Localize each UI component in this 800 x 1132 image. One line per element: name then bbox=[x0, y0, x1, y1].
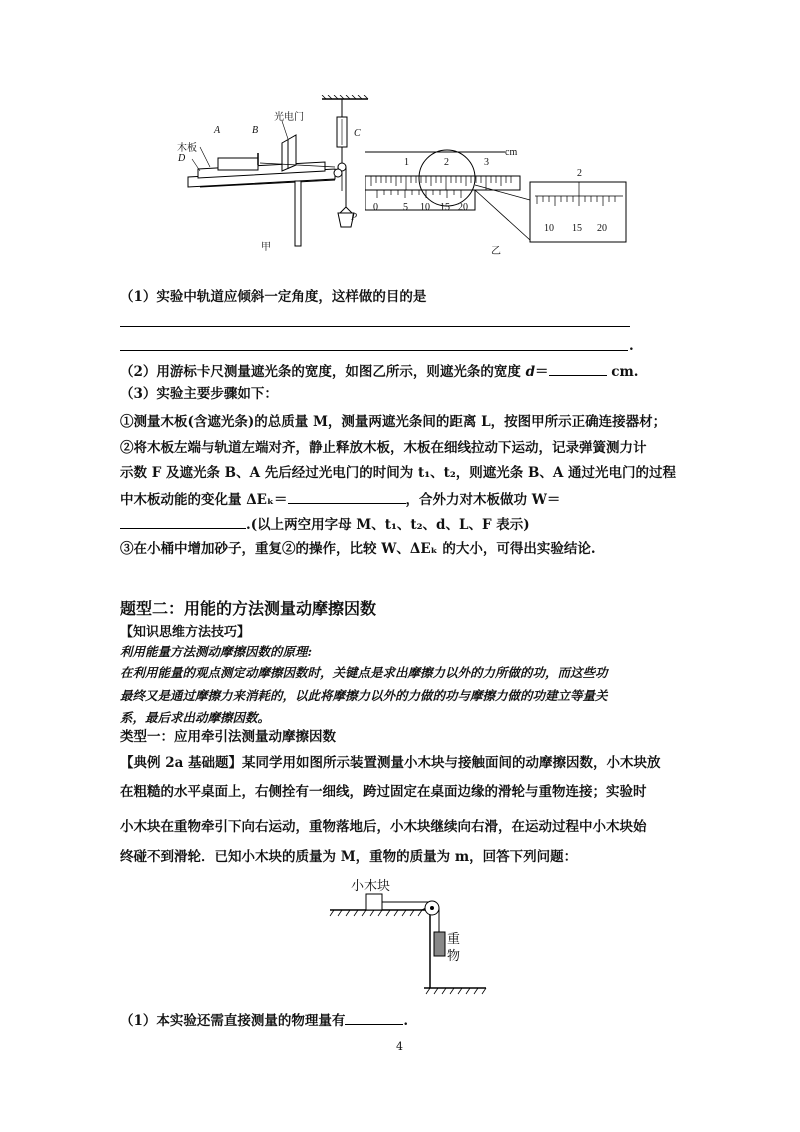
question-last-end: . bbox=[403, 1013, 409, 1029]
label-C: C bbox=[354, 128, 361, 139]
vernier-tick-0: 0 bbox=[373, 202, 378, 213]
example-line-3: 小木块在重物牵引下向右运动，重物落地后，小木块继续向右滑，在运动过程中小木块始 bbox=[120, 819, 647, 835]
unit: cm. bbox=[606, 364, 639, 380]
eq-sign: ＝ bbox=[535, 364, 549, 380]
caption-yi: 乙 bbox=[491, 246, 501, 257]
type-title: 类型一：应用牵引法测量动摩擦因数 bbox=[120, 729, 336, 745]
work-text: ，合外力对木板做功 W＝ bbox=[405, 492, 561, 508]
main-tick-2: 2 bbox=[444, 157, 449, 168]
label-photogate: 光电门 bbox=[274, 112, 304, 123]
vernier-tick-10: 10 bbox=[420, 202, 430, 213]
knowledge-line-1: 利用能量方法测动摩擦因数的原理: bbox=[120, 644, 313, 659]
blank-d bbox=[549, 361, 607, 376]
label-P: P bbox=[351, 212, 358, 223]
knowledge-line-3: 最终又是通过摩擦力来消耗的，以此将摩擦力以外的力做的功与摩擦力做的功建立等量关 bbox=[120, 688, 608, 703]
answer-line-2 bbox=[120, 350, 628, 351]
var-d: d bbox=[525, 364, 536, 380]
step-2-line-4 bbox=[120, 514, 530, 534]
zoom-tick-15: 15 bbox=[572, 223, 582, 234]
question-3: （3）实验主要步骤如下： bbox=[120, 386, 278, 402]
question-2 bbox=[120, 361, 638, 381]
answer-line-1 bbox=[120, 326, 630, 327]
step-2-line-3 bbox=[120, 489, 560, 509]
knowledge-header: 【知识思维方法技巧】 bbox=[120, 625, 251, 640]
zoom-tick-2: 2 bbox=[577, 168, 582, 179]
knowledge-line-2: 在利用能量的观点测定动摩擦因数时，关键点是求出摩擦力以外的力所做的功，而这些功 bbox=[120, 665, 608, 680]
page-number: 4 bbox=[396, 1040, 403, 1053]
label-weight-1: 重 bbox=[447, 932, 461, 947]
answer-line-end: . bbox=[629, 338, 634, 354]
step-3: ③在小桶中增加砂子，重复②的操作，比较 W、ΔEₖ 的大小，可得出实验结论. bbox=[120, 541, 596, 557]
zoom-tick-20: 20 bbox=[597, 223, 607, 234]
section-title: 题型二：用能的方法测量动摩擦因数 bbox=[120, 599, 377, 618]
knowledge-line-4: 系，最后求出动摩擦因数。 bbox=[120, 710, 271, 725]
label-D: D bbox=[178, 153, 186, 164]
delta-ek-text: 中木板动能的变化量 ΔEₖ＝ bbox=[120, 492, 288, 508]
zoom-tick-10: 10 bbox=[544, 223, 554, 234]
vernier-tick-15: 15 bbox=[440, 202, 450, 213]
step-2-note: .(以上两空用字母 M、t₁、t₂、d、L、F 表示) bbox=[246, 517, 530, 533]
step-1: ①测量木板(含遮光条)的总质量 M，测量两遮光条间的距离 L，按图甲所示正确连接器材； bbox=[120, 414, 667, 430]
example-line-4: 终碰不到滑轮．已知小木块的质量为 M，重物的质量为 m，回答下列问题： bbox=[120, 849, 578, 865]
vernier-tick-5: 5 bbox=[403, 202, 408, 213]
question-last bbox=[120, 1010, 408, 1030]
question-last-text: （1）本实验还需直接测量的物理量有 bbox=[120, 1013, 346, 1029]
example-line-2: 在粗糙的水平桌面上，右侧拴有一细线，跨过固定在桌面边缘的滑轮与重物连接；实验时 bbox=[120, 784, 647, 800]
caption-jia: 甲 bbox=[261, 242, 271, 253]
unit-cm: cm bbox=[505, 147, 518, 158]
example-line-1: 【典例 2a 基础题】某同学用如图所示装置测量小木块与接触面间的动摩擦因数，小木块放 bbox=[120, 755, 661, 771]
label-B: B bbox=[252, 125, 259, 136]
vernier-tick-20: 20 bbox=[458, 202, 468, 213]
main-tick-1: 1 bbox=[404, 157, 409, 168]
label-block: 小木块 bbox=[351, 879, 391, 894]
label-board: 木板 bbox=[177, 143, 197, 154]
blank-quantity bbox=[345, 1010, 403, 1025]
main-tick-3: 3 bbox=[484, 157, 489, 168]
blank-delta-ek bbox=[288, 489, 406, 504]
question-2-text: （2）用游标卡尺测量遮光条的宽度，如图乙所示，则遮光条的宽度 bbox=[120, 364, 526, 380]
step-2-line-2: 示数 F 及遮光条 B、A 先后经过光电门的时间为 t₁、t₂，则遮光条 B、A 通过光电门的过程 bbox=[120, 465, 677, 481]
figure-apparatus bbox=[170, 95, 370, 255]
figure-pulley bbox=[320, 880, 490, 1005]
label-weight-2: 物 bbox=[447, 949, 461, 964]
question-1: （1）实验中轨道应倾斜一定角度，这样做的目的是 bbox=[120, 289, 427, 305]
step-2-line-1: ②将木板左端与轨道左端对齐，静止释放木板，木板在细线拉动下运动，记录弹簧测力计 bbox=[120, 440, 647, 456]
blank-work bbox=[120, 514, 246, 529]
label-A: A bbox=[214, 125, 221, 136]
